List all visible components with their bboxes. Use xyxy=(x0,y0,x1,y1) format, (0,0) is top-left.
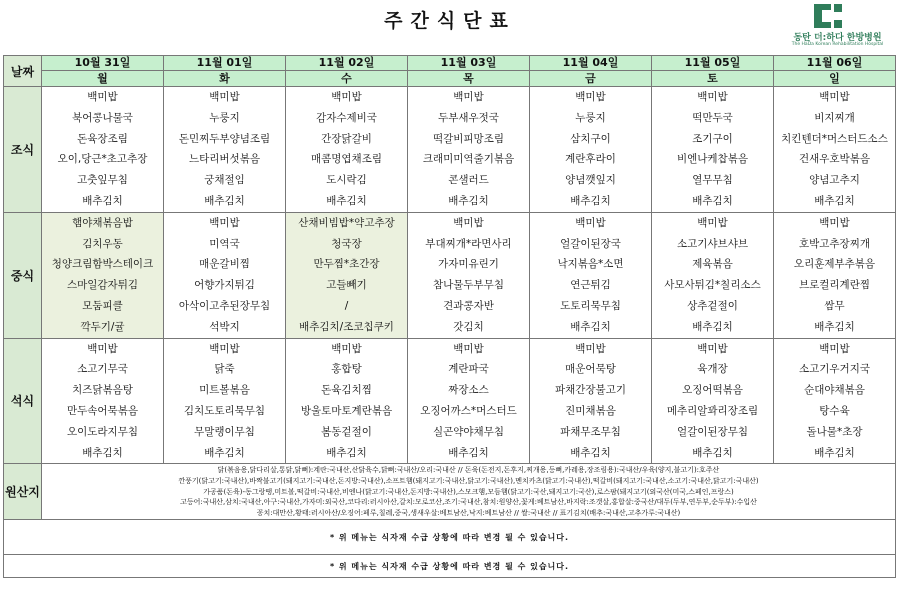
menu-item: 석박지 xyxy=(209,320,240,333)
menu-item: 오이,당근*초고추장 xyxy=(57,153,148,166)
menu-item: 청양크림함박스테이크 xyxy=(51,258,154,271)
menu-item: 떡갈비피망조림 xyxy=(432,132,504,145)
menu-item: 호박고추장찌개 xyxy=(798,237,870,250)
menu-cell xyxy=(286,87,408,213)
menu-item: 도토리묵무침 xyxy=(560,299,621,312)
menu-cell xyxy=(286,212,408,338)
menu-item: 배추김치 xyxy=(692,446,733,459)
weekday-row xyxy=(4,71,896,87)
menu-item: 산채비빔밥*약고추장 xyxy=(298,216,395,229)
meal-label-breakfast: 조식 xyxy=(4,87,42,213)
menu-item: 오리훈제부추볶음 xyxy=(793,258,876,271)
menu-item: 백미밥 xyxy=(209,216,240,229)
menu-cell xyxy=(408,212,530,338)
menu-item: 방울토마토계란볶음 xyxy=(300,404,393,417)
menu-item: 홍합탕 xyxy=(331,363,362,376)
menu-item: 김치도토리묵무침 xyxy=(183,404,266,417)
menu-item: 미역국 xyxy=(209,237,240,250)
menu-cell xyxy=(530,338,652,464)
menu-item: 삼치구이 xyxy=(570,132,611,145)
menu-item: 배추김치 xyxy=(204,194,245,207)
menu-item: 건새우호박볶음 xyxy=(798,153,870,166)
menu-item: 짜장소스 xyxy=(448,384,489,397)
menu-item: 청국장 xyxy=(331,237,362,250)
menu-item: 김치우동 xyxy=(82,237,123,250)
weekday-cell: 금 xyxy=(530,71,652,87)
menu-cell xyxy=(408,338,530,464)
menu-item: 견과콩자반 xyxy=(443,299,494,312)
menu-item: 누룽지 xyxy=(209,111,240,124)
menu-item: 백미밥 xyxy=(697,91,728,103)
menu-item: 백미밥 xyxy=(819,342,850,355)
menu-item: 파채무조무침 xyxy=(560,425,621,438)
menu-item: 배추김치 xyxy=(692,194,733,207)
menu-item: 백미밥 xyxy=(87,91,118,103)
menu-item: 콘샐러드 xyxy=(448,174,489,187)
menu-item: 백미밥 xyxy=(575,342,606,355)
weekday-cell: 일 xyxy=(774,71,896,87)
weekday-cell: 월 xyxy=(42,71,164,87)
menu-item: 백미밥 xyxy=(453,91,484,103)
origin-label: 원산지 xyxy=(4,464,42,520)
menu-item: 조기구이 xyxy=(692,132,733,145)
menu-item: 도시락김 xyxy=(326,174,367,187)
origin-row xyxy=(4,464,896,520)
menu-cell xyxy=(164,87,286,213)
menu-item: 백미밥 xyxy=(575,216,606,229)
menu-item: 백미밥 xyxy=(453,216,484,229)
menu-item: 떡만두국 xyxy=(692,111,733,124)
origin-line: 가공품(돈육)-동그랑땡,미트볼,떡갈비:국내산,비엔나(닭고기:국내산,돈지방:국내산),스모크햄,모듬햄(닭고기:국산,돼지고기:국산),로스팜(돼지고기(외국산(미국,스페인,프랑스) xyxy=(203,487,734,496)
menu-item: 오징어까스*머스터드 xyxy=(420,404,517,417)
menu-item: 배추김치 xyxy=(692,320,733,333)
menu-item: 배추김치 xyxy=(814,446,855,459)
menu-item: 백미밥 xyxy=(331,91,362,103)
hospital-logo-icon xyxy=(814,4,842,28)
date-cell: 11월 04일 xyxy=(530,56,652,71)
menu-item: 탕수육 xyxy=(819,404,850,417)
menu-item: 배추김치 xyxy=(326,446,367,459)
menu-change-notice: * 위 메뉴는 식자재 수급 상황에 따라 변경 될 수 있습니다. xyxy=(4,555,896,578)
weekday-cell: 목 xyxy=(408,71,530,87)
menu-item: 부대찌개*라면사리 xyxy=(425,237,512,250)
menu-item: 배추김치 xyxy=(82,194,123,207)
menu-cell xyxy=(408,87,530,213)
menu-item: 배추김치 xyxy=(814,320,855,333)
weekday-cell: 수 xyxy=(286,71,408,87)
menu-item: 돈민찌두부양념조림 xyxy=(178,132,271,145)
menu-item: 무말랭이무침 xyxy=(194,425,255,438)
menu-item: 양념깻잎지 xyxy=(565,174,616,187)
menu-item: 메추리알꽈리장조림 xyxy=(666,404,759,417)
menu-item: 고춧잎무침 xyxy=(77,174,128,187)
menu-item: 백미밥 xyxy=(87,342,118,355)
menu-cell xyxy=(774,87,896,213)
menu-item: 깍두기/귤 xyxy=(80,320,125,333)
menu-item: 비지찌개 xyxy=(814,111,855,124)
menu-item: 고들빼기 xyxy=(326,279,367,292)
menu-item: 상추겉절이 xyxy=(687,299,738,312)
menu-item: 백미밥 xyxy=(209,342,240,355)
menu-item: 북어콩나물국 xyxy=(72,111,133,124)
menu-item: 백미밥 xyxy=(697,216,728,229)
menu-item: 감자수제비국 xyxy=(316,111,377,124)
menu-item: 육개장 xyxy=(697,363,728,376)
menu-item: 열무무침 xyxy=(692,174,733,187)
weekday-cell: 토 xyxy=(652,71,774,87)
menu-item: 브로컬리계란찜 xyxy=(798,279,870,292)
menu-item: 소고기우거지국 xyxy=(798,363,870,376)
menu-item: 참나물두부무침 xyxy=(432,279,504,292)
menu-cell xyxy=(42,338,164,464)
hospital-logo xyxy=(780,2,895,52)
menu-item: 배추김치 xyxy=(204,446,245,459)
date-corner-label: 날짜 xyxy=(4,56,42,87)
notice-row xyxy=(4,520,896,555)
menu-change-notice: * 위 메뉴는 식자재 수급 상황에 따라 변경 될 수 있습니다. xyxy=(4,520,896,555)
menu-item: 얼갈이된장무침 xyxy=(676,425,748,438)
menu-item: 만두속어묵볶음 xyxy=(66,404,138,417)
date-cell: 11월 02일 xyxy=(286,56,408,71)
menu-item: 백미밥 xyxy=(575,91,606,103)
menu-item: 진미채볶음 xyxy=(565,404,616,417)
menu-item: 배추김치/조코칩쿠키 xyxy=(299,320,394,333)
menu-item: 소고기무국 xyxy=(77,363,128,376)
menu-item: 배추김치 xyxy=(448,446,489,459)
menu-item: 순대야채볶음 xyxy=(804,384,865,397)
menu-item: 얼갈이된장국 xyxy=(560,237,621,250)
menu-item: / xyxy=(344,299,349,312)
notice-row xyxy=(4,555,896,578)
menu-cell xyxy=(652,212,774,338)
menu-cell xyxy=(42,212,164,338)
date-cell: 11월 05일 xyxy=(652,56,774,71)
origin-line: 꽁치:대만산,황태:러시아산/오징어:페루,칠레,중국,생새우살:베트남산,낙지:베트남산 // 쌀:국내산 // 표기김치(배추:국내산,고추가루:국내산) xyxy=(256,508,681,517)
menu-cell xyxy=(164,212,286,338)
menu-item: 배추김치 xyxy=(570,194,611,207)
menu-item: 실곤약야채무침 xyxy=(432,425,504,438)
date-cell: 11월 03일 xyxy=(408,56,530,71)
menu-item: 배추김치 xyxy=(570,446,611,459)
origin-info xyxy=(42,464,896,520)
menu-item: 만두찜*초간장 xyxy=(313,258,380,271)
menu-item: 매운갈비찜 xyxy=(199,258,250,271)
menu-item: 두부새우젓국 xyxy=(438,111,499,124)
menu-item: 가자미유린기 xyxy=(438,258,499,271)
menu-item: 어향가지튀김 xyxy=(194,279,255,292)
menu-item: 갓김치 xyxy=(453,320,484,333)
meal-label-dinner: 석식 xyxy=(4,338,42,464)
menu-item: 돈육김치찜 xyxy=(321,384,372,397)
menu-item: 쌈무 xyxy=(824,299,845,312)
menu-cell xyxy=(774,338,896,464)
menu-item: 백미밥 xyxy=(331,342,362,355)
menu-item: 치킨텐더*머스터드소스 xyxy=(781,132,888,145)
menu-cell xyxy=(164,338,286,464)
hospital-subtitle: The HaDa Korean Rehabilitation Hospital xyxy=(791,42,884,47)
menu-item: 배추김치 xyxy=(814,194,855,207)
menu-item: 비엔나케찹볶음 xyxy=(676,153,748,166)
menu-cell xyxy=(42,87,164,213)
menu-item: 궁채절임 xyxy=(204,174,245,187)
menu-item: 봄동겉절이 xyxy=(321,425,372,438)
menu-item: 아삭이고추된장무침 xyxy=(178,299,271,312)
menu-item: 간장닭갈비 xyxy=(321,132,372,145)
menu-item: 미트볼볶음 xyxy=(199,384,250,397)
menu-item: 백미밥 xyxy=(819,91,850,103)
menu-item: 제육볶음 xyxy=(692,258,733,271)
menu-item: 계란파국 xyxy=(448,363,489,376)
origin-line: 닭(볶음용,닭다리살,통닭,닭뼈):계란:국내산,산닭육수,닭뼈:국내산/오리:국내산 // 돈육(돈전지,돈후지,찌개용,등뼈,카레용,장조림용):국내산/우육(양지,불고기):호주산 xyxy=(217,466,720,475)
origin-line: 고등어:국내산,삼치:국내산,아구:국내산,가자미:외국산,코다리:러시아산,갈치:모로코산,조기:국내산,참치:원양산,꽃게:베트남산,바지락:조갯살,홍합살:중국산/대두(두부,연두부,순두부):수입산 xyxy=(180,498,757,507)
menu-item: 햄야채볶음밥 xyxy=(72,216,133,229)
meal-row-breakfast xyxy=(4,87,896,213)
origin-line: 깐풍기(닭고기:국내산),바짝불고기(돼지고기:국내산,돈지방:국내산),소프트햄(돼지고기:국내산,닭고기:국내산),멘치카츠(닭고기:국내산),떡갈비(돼지고기:국내산,소고기:국내산,닭고기:국내산) xyxy=(178,476,759,485)
menu-item: 소고기샤브샤브 xyxy=(676,237,748,250)
menu-item: 돈육장조림 xyxy=(77,132,128,145)
menu-item: 백미밥 xyxy=(819,216,850,229)
menu-item: 배추김치 xyxy=(82,446,123,459)
menu-item: 계란후라이 xyxy=(565,153,616,166)
menu-item: 양념고추지 xyxy=(809,174,860,187)
weekly-menu-table xyxy=(3,55,896,578)
menu-item: 느타리버섯볶음 xyxy=(188,153,260,166)
menu-item: 낙지볶음*소면 xyxy=(557,258,624,271)
menu-item: 연근튀김 xyxy=(570,279,611,292)
menu-cell xyxy=(530,87,652,213)
menu-item: 오징어떡볶음 xyxy=(682,384,743,397)
menu-item: 백미밥 xyxy=(209,91,240,103)
menu-item: 사모사튀김*칠리소스 xyxy=(664,279,761,292)
menu-item: 돌나물*초장 xyxy=(806,425,863,438)
menu-item: 백미밥 xyxy=(453,342,484,355)
menu-item: 크래미미역줄기볶음 xyxy=(422,153,515,166)
meal-row-lunch xyxy=(4,212,896,338)
date-row xyxy=(4,56,896,71)
date-cell: 11월 06일 xyxy=(774,56,896,71)
menu-item: 누룽지 xyxy=(575,111,606,124)
menu-cell xyxy=(286,338,408,464)
meal-label-lunch: 중식 xyxy=(4,212,42,338)
menu-item: 배추김치 xyxy=(570,320,611,333)
menu-cell xyxy=(530,212,652,338)
menu-item: 모둠피클 xyxy=(82,299,123,312)
menu-item: 배추김치 xyxy=(448,194,489,207)
page-title: 주간식단표 xyxy=(384,10,516,32)
menu-item: 배추김치 xyxy=(326,194,367,207)
menu-item: 닭죽 xyxy=(214,363,235,376)
menu-item: 파채간장불고기 xyxy=(554,384,626,397)
menu-cell xyxy=(652,87,774,213)
weekday-cell: 화 xyxy=(164,71,286,87)
date-cell: 10월 31일 xyxy=(42,56,164,71)
menu-item: 오이도라지무침 xyxy=(66,425,138,438)
menu-item: 백미밥 xyxy=(697,342,728,355)
menu-cell xyxy=(774,212,896,338)
menu-item: 매운어묵탕 xyxy=(565,363,616,376)
menu-item: 매콤명엽채조림 xyxy=(310,153,382,166)
hospital-name: 동탄 더:하다 한방병원 xyxy=(793,33,882,43)
menu-cell xyxy=(652,338,774,464)
menu-item: 스마일감자튀김 xyxy=(66,279,138,292)
date-cell: 11월 01일 xyxy=(164,56,286,71)
menu-item: 치즈닭볶음탕 xyxy=(72,384,133,397)
meal-row-dinner xyxy=(4,338,896,464)
